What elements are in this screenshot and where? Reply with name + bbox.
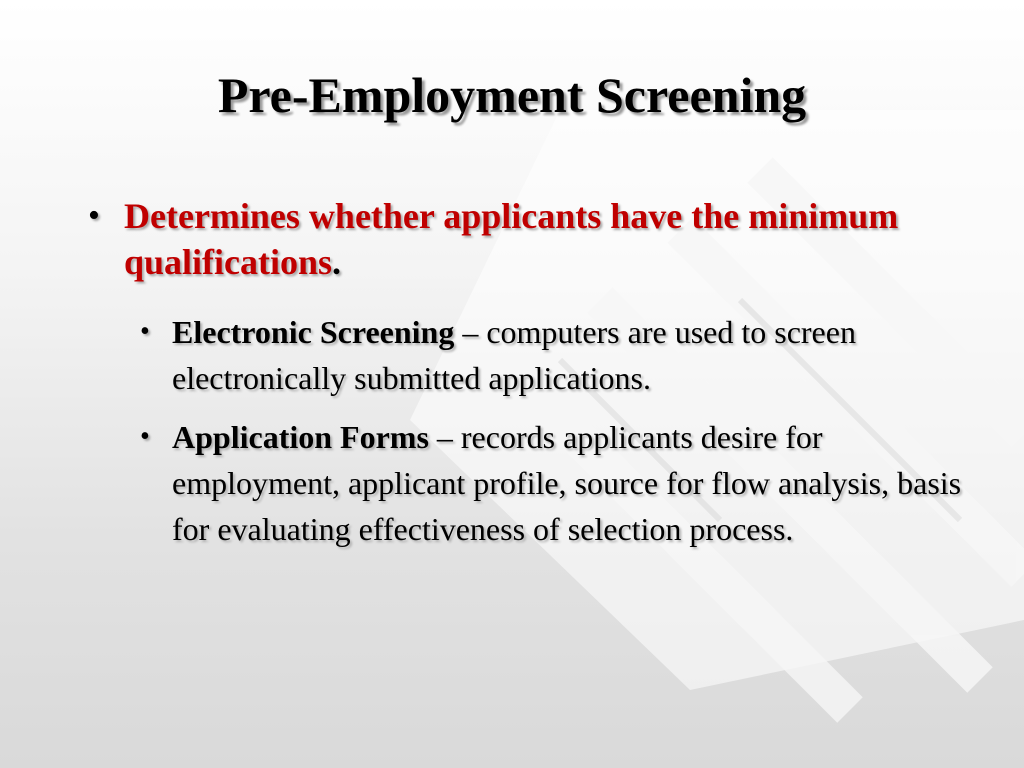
sub-bullet-electronic-screening [140, 309, 970, 401]
sub-bullet-description: – computers are used to screen electronically submitted applications. [172, 314, 856, 396]
sub-bullet-application-forms [140, 414, 990, 552]
bullet-marker: • [88, 197, 100, 234]
bullet-end-punctuation: . [332, 242, 342, 282]
sub-bullet-text [172, 414, 990, 552]
slide-title: Pre-Employment Screening [217, 67, 807, 123]
bullet-text [124, 193, 918, 285]
sub-bullet-marker: • [140, 316, 150, 347]
sub-bullet-term: Application Forms [172, 419, 429, 455]
sub-bullet-text [172, 309, 970, 401]
bullet-main-text: Determines whether applicants have the minimum qualifications [124, 196, 899, 282]
sub-bullet-marker: • [140, 421, 150, 452]
sub-bullet-term: Electronic Screening [172, 314, 455, 350]
bullet-item-minimum-qualifications [88, 193, 918, 285]
sub-bullet-description: – records applicants desire for employment, applicant profile, source for flow analysis, basis for evaluating effectiveness of selection process. [172, 419, 962, 547]
